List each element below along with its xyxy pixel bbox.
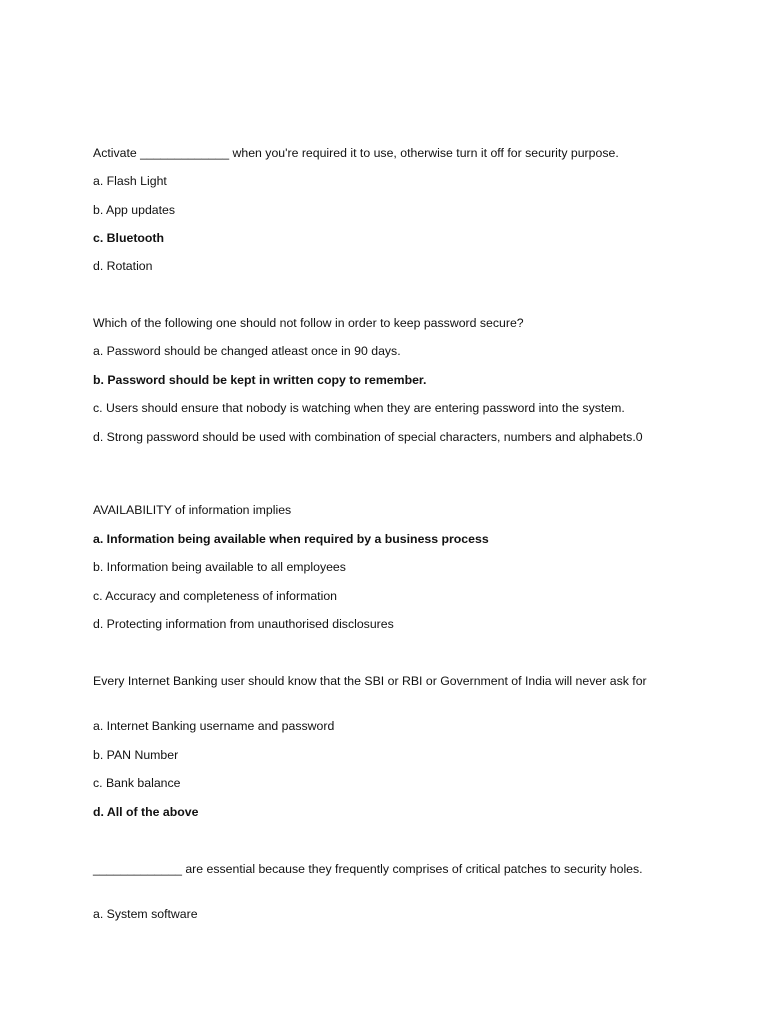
question-1-option-a: a. Flash Light bbox=[93, 174, 167, 188]
question-4-option-c: c. Bank balance bbox=[93, 776, 181, 790]
question-2-text: Which of the following one should not follow in order to keep password secure? bbox=[93, 316, 524, 330]
question-1-text: Activate _____________ when you're required it to use, otherwise turn it off for security purpose. bbox=[93, 146, 619, 160]
question-3-option-a: a. Information being available when required by a business process bbox=[93, 532, 489, 546]
question-2-option-b: b. Password should be kept in written copy to remember. bbox=[93, 373, 427, 387]
question-4-option-b: b. PAN Number bbox=[93, 748, 179, 762]
question-3-option-b: b. Information being available to all employees bbox=[93, 560, 346, 574]
question-4-text: Every Internet Banking user should know that the SBI or RBI or Government of India will never ask for bbox=[93, 674, 647, 688]
question-2-option-c: c. Users should ensure that nobody is watching when they are entering password into the system. bbox=[93, 401, 625, 415]
question-3-option-c: c. Accuracy and completeness of information bbox=[93, 589, 338, 603]
question-1-option-c: c. Bluetooth bbox=[93, 231, 165, 245]
question-5-option-a: a. System software bbox=[93, 907, 198, 921]
question-1-option-d: d. Rotation bbox=[93, 259, 153, 273]
question-5-text: _____________ are essential because they frequently comprises of critical patches to security holes. bbox=[93, 862, 643, 876]
question-2-option-a: a. Password should be changed atleast once in 90 days. bbox=[93, 344, 401, 358]
question-3-option-d: d. Protecting information from unauthorised disclosures bbox=[93, 617, 394, 631]
question-4-option-a: a. Internet Banking username and password bbox=[93, 719, 335, 733]
question-2-option-d: d. Strong password should be used with combination of special characters, numbers and alphabets.0 bbox=[93, 430, 643, 444]
question-3-text: AVAILABILITY of information implies bbox=[93, 503, 292, 517]
question-1-option-b: b. App updates bbox=[93, 203, 176, 217]
question-4-option-d: d. All of the above bbox=[93, 805, 199, 819]
